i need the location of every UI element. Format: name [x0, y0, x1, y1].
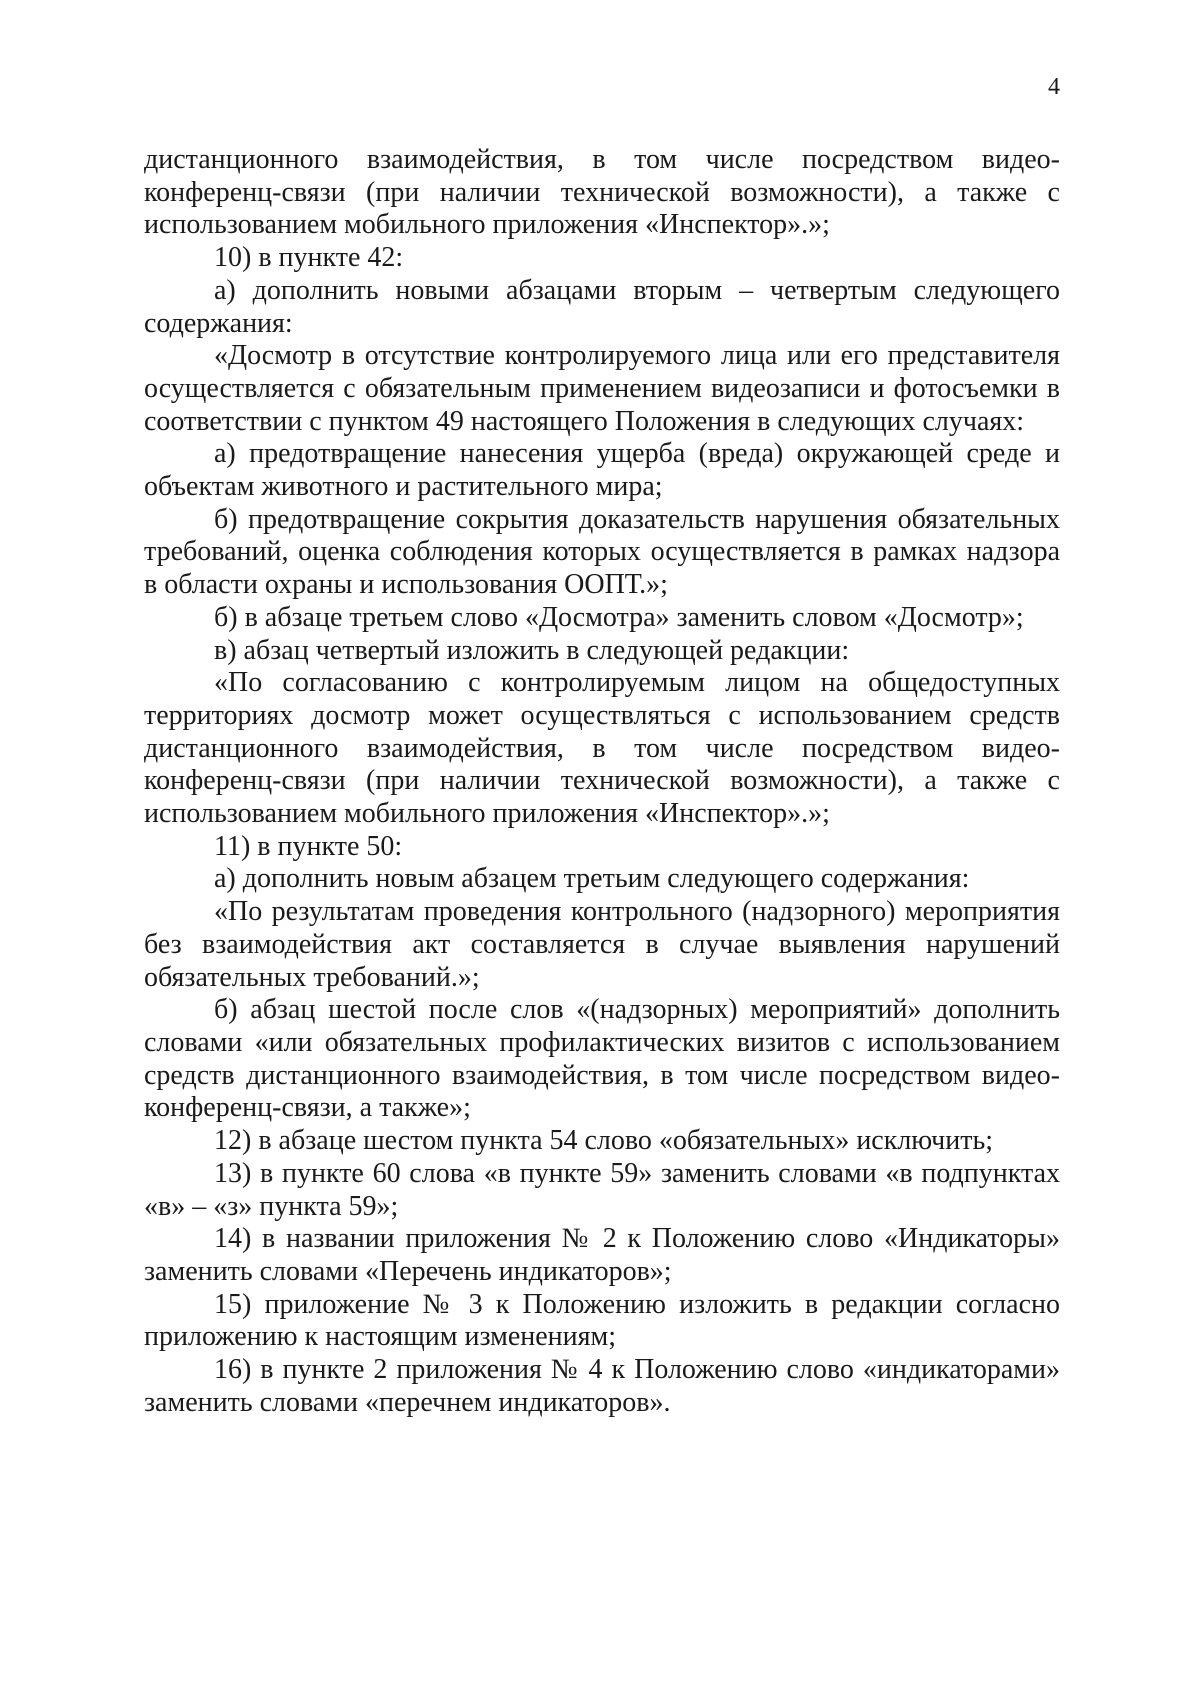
paragraph-item-11: 11) в пункте 50: — [214, 830, 403, 862]
paragraph-continuation: дистанционного взаимодействия, в том числе посредством видео-конференц-связи (при наличии технической возможности), а также с использованием мобильного приложения «Инспектор».»; — [144, 144, 1060, 241]
paragraph-quote-act: «По результатам проведения контрольного (надзорного) мероприятия без взаимодействия акт составляется в случае выявления нарушений обязательных требований.»; — [144, 896, 1060, 993]
paragraph-subitem-10a: а) дополнить новыми абзацами вторым – четвертым следующего содержания: — [144, 274, 1060, 339]
paragraph-item-16: 16) в пункте 2 приложения № 4 к Положению слово «индикаторами» заменить словами «перечнем индикаторов». — [144, 1354, 1060, 1418]
paragraph-subitem-11b: б) абзац шестой после слов «(надзорных) мероприятий» дополнить словами «или обязательных профилактических визитов с использованием средств дистанционного взаимодействия, в том числе посредством видео-конференц-связи, а также»; — [144, 994, 1060, 1124]
paragraph-item-15: 15) приложение № 3 к Положению изложить в редакции согласно приложению к настоящим изменениям; — [144, 1288, 1060, 1353]
document-body — [144, 144, 1060, 1419]
paragraph-quote-inspection: «Досмотр в отсутствие контролируемого лица или его представителя осуществляется с обязательным применением видеозаписи и фотосъемки в соответствии с пунктом 49 настоящего Положения в следующих случаях: — [144, 340, 1060, 437]
paragraph-item-10: 10) в пункте 42: — [214, 242, 404, 274]
paragraph-item-12: 12) в абзаце шестом пункта 54 слово «обязательных» исключить; — [214, 1125, 994, 1157]
page-number: 4 — [1048, 74, 1060, 100]
paragraph-case-b: б) предотвращение сокрытия доказательств нарушения обязательных требований, оценка соблюдения которых осуществляется в рамках надзора в области охраны и использования ООПТ.»; — [144, 503, 1060, 601]
paragraph-case-a: а) предотвращение нанесения ущерба (вреда) окружающей среде и объектам животного и растительного мира; — [144, 438, 1060, 503]
paragraph-subitem-10b: б) в абзаце третьем слово «Досмотра» заменить словом «Досмотр»; — [214, 601, 1024, 633]
paragraph-subitem-10v: в) абзац четвертый изложить в следующей редакции: — [214, 634, 850, 666]
paragraph-quote-remote: «По согласованию с контролируемым лицом на общедоступных территориях досмотр может осуществляться с использованием средств дистанционного взаимодействия, в том числе посредством видео-конференц-связи (при наличии технической возможности), а также с использованием мобильного приложения «Инспектор».»; — [144, 667, 1060, 830]
paragraph-item-14: 14) в названии приложения № 2 к Положению слово «Индикаторы» заменить словами «Перечень индикаторов»; — [144, 1223, 1060, 1287]
paragraph-subitem-11a: а) дополнить новым абзацем третьим следующего содержания: — [214, 863, 970, 895]
paragraph-item-13: 13) в пункте 60 слова «в пункте 59» заменить словами «в подпунктах «в» – «з» пункта 59»; — [144, 1157, 1060, 1222]
